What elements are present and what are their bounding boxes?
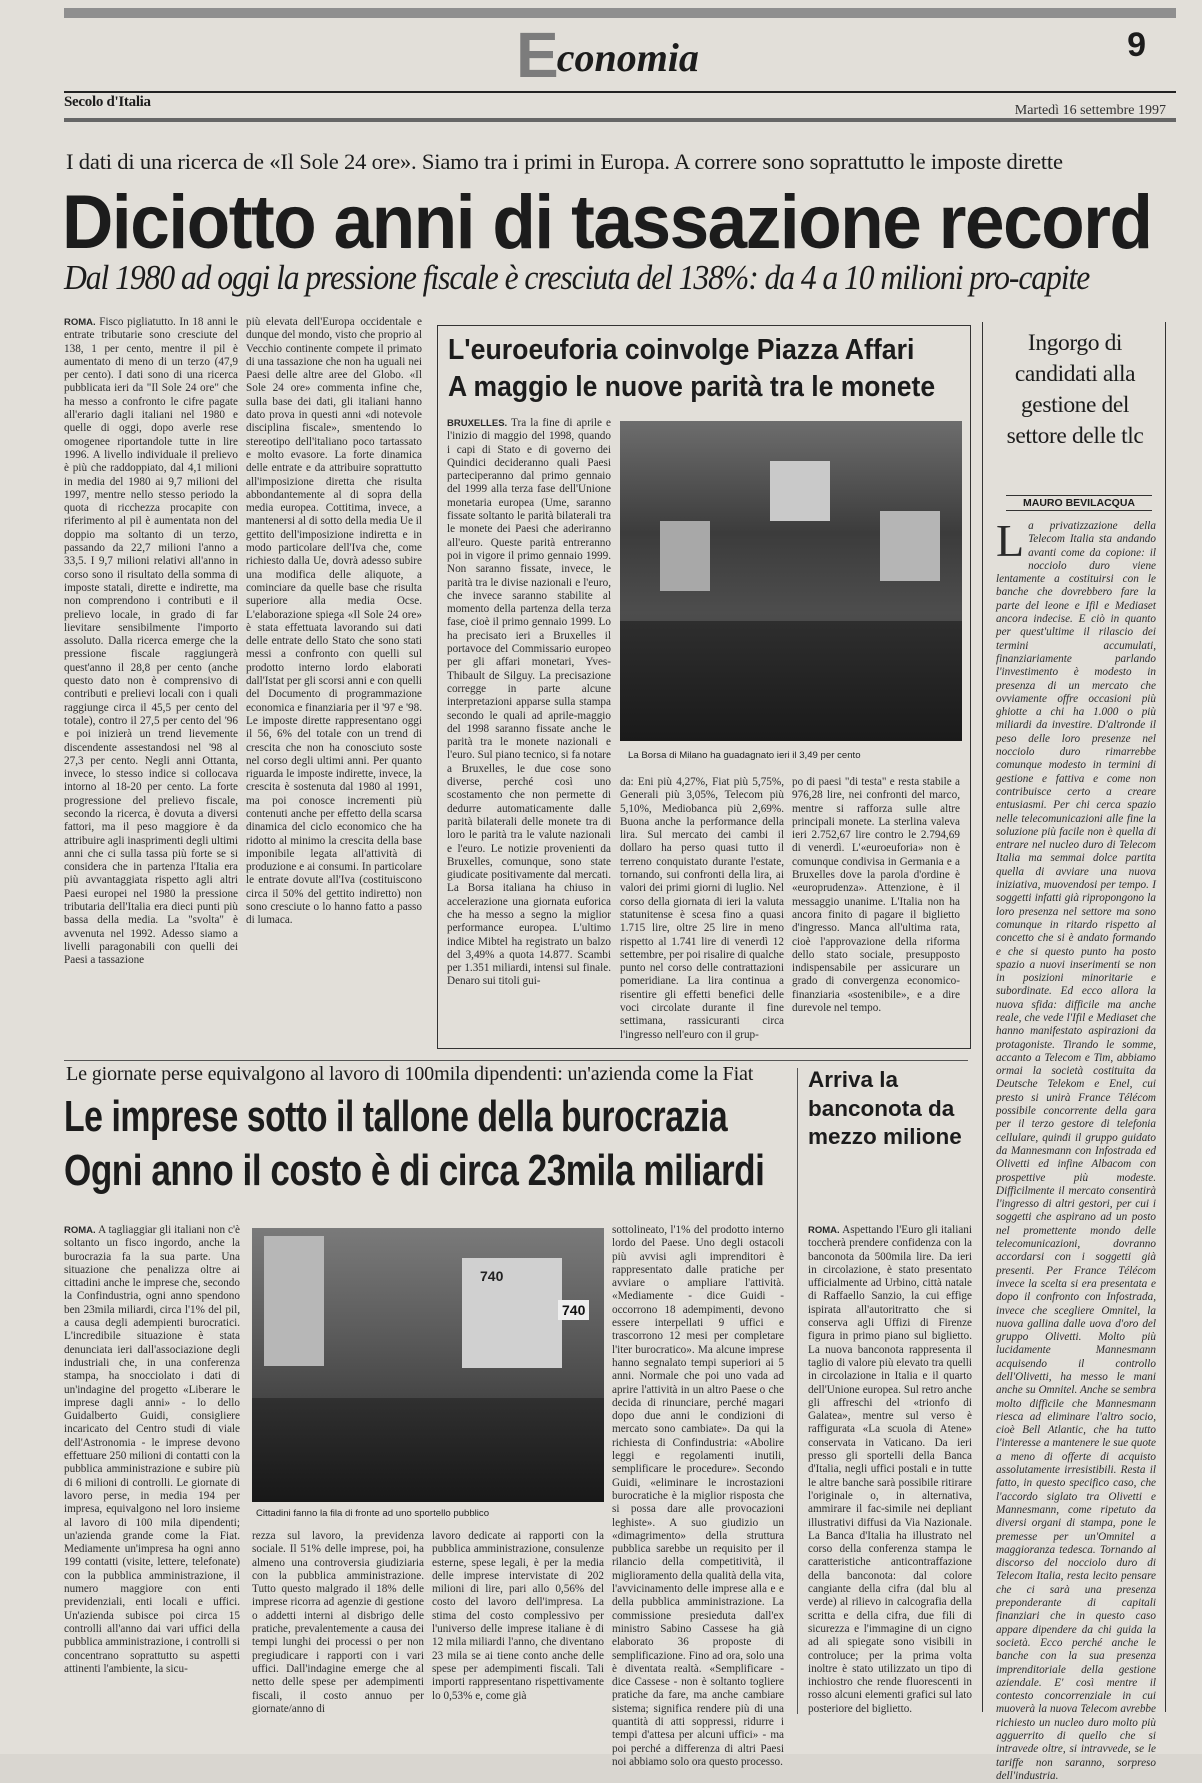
bureau-col-2 <box>252 1530 424 1716</box>
main-kicker: I dati di una ricerca de «Il Sole 24 ore». Siamo tra i primi in Europa. A correre sono soprattutto le imposte dirette <box>66 149 1063 174</box>
main-subhead: Dal 1980 ad oggi la pressione fiscale è cresciuta del 138%: da 4 a 10 milioni pro-capite <box>64 258 1090 297</box>
banknote-dateline: ROMA. <box>808 1225 840 1236</box>
page-number: 9 <box>1127 26 1146 64</box>
main-col1-text: Fisco pigliatutto. In 18 anni le entrate tributarie sono cresciute del 138, 1 per cento, mentre il pil è aumentato di meno di un terzo (47,9 per cento). I dati sono di una ricerca pubblicata ieri da "Il Sole 24 ore" che ha messo a confronto le cifre pagate all'erario dagli italiani nel 1980 e quelle di oggi, dopo averle rese omogenee riportandole tutte in lire 1996. A livello individuale il prelievo è più che raddoppiato, dal 4,1 milioni in media del 1980 ai 9,7 milioni del 1997, mentre nello stesso periodo la quota di ricchezza procapite con riferimento al pil è aumentata non del doppio ma soltanto di un terzo, passando da 22,7 milioni l'anno a 33,5. I 9,7 milioni relativi all'anno in corso sono il risultato della somma di imposte statali, dirette e indirette, ma non comprendono i contributi e il prelievo locale, in grado di far lievitare sensibilmente l'importo assoluto. Dalla ricerca emerge che la pressione fiscale raggiungerà quest'anno il 28,8 per cento (anche questo dato non è comprensivo di contributi e prelievi locali con i quali raggiunge circa il 45,5 per cento del totale), contro il 27,5 per cento del '96 e poi inizierà un trend lievemente discendente assestandosi nel '98 al 27,3 per cento. Negli anni Ottanta, invece, lo stesso indice si collocava intorno al 18-20 per cento. La forte progressione del prelievo fiscale, secondo la ricerca, è dovuta a diversi fattori, ma il peso maggiore è da attribuire agli inasprimenti degli ultimi anni che ci sulla tassa più forte se si considera che in partenza l'Italia era più avvantaggiata rispetto agli altri Paesi europei nel 1980 la pressione tributaria dell'Italia era dieci punti più bassa della media. La "svolta" è avvenuta nel 1992. Adesso siamo a livelli paragonabili con quelli dei Paesi a tassazione <box>64 316 238 967</box>
photo-notice-board <box>264 1236 324 1366</box>
bureau-col1-text: A tagliaggiar gli italiani non c'è soltanto un fisco ingordo, anche la burocrazia fa la sua parte. Una situazione che penalizza oltre ai cittadini anche le imprese che, secondo la Confindustria, ogni anno spendono ben 23mila miliardi, circa l'1% del pil, a causa degli adempienti burocratici. L'incredibile situazione è stata denunciata ieri dall'associazione degli industriali che, in una conferenza stampa, ha snocciolato i dati di un'indagine del progetto «Liberare le imprese dagli anni» - lo dello Guidalberto Guidi, consigliere incaricato del Centro studi di viale dell'Astronomia - le imprese devono effettuare 250 milioni di contatti con la pubblica amministrazione e subire più di 6 milioni di controlli. Le giornate di lavoro perse, in media 194 per impresa, equivalgono nel loro insieme al lavoro di 100 mila dipendenti; un'azienda grande come la Fiat. Mediamente un'impresa ha ogni anno 199 contatti (visite, lettere, telefonate) con la pubblica amministrazione, il numero maggiore con enti previdenziali, enti locali e uffici. Un'azienda subisce poi circa 15 controlli all'anno dai vari uffici della pubblica amministrazione, i controlli si concentrano soprattutto su aspetti attinenti l'ambiente, la sicu- <box>64 1224 240 1675</box>
photo-crowd <box>620 621 962 741</box>
tlc-drop-cap: L <box>996 515 1025 566</box>
euro-col2-text: da: Eni più 4,27%, Fiat più 5,75%, Generali più 3,05%, Telecom più 5,10%, Mediobanca più 2,69%. Buona anche la performance della lira. Sul mercato dei cambi il dollaro ha perso quasi tutto il terreno conquistato durante l'estate, tornando, sui confronti della lira, ai valori dei primi giorni di luglio. Nel corso della giornata di ieri la valuta statunitense è scesa fino a quasi 1.715 lire, oltre 25 lire in meno rispetto al 1.741 lire di venerdì 12 settembre, per poi risalire di qualche punto nel corso delle contrattazioni pomeridiane. La lira continua a risentire gli effetti benefici delle voci circolate durante il fine settimana, rassicuranti circa l'ingresso nell'euro con il grup- <box>620 776 784 1041</box>
bureau-kicker: Le giornate perse equivalgono al lavoro di 100mila dipendenti: un'azienda come la Fiat <box>66 1063 754 1085</box>
banknote-divider <box>797 1068 798 1714</box>
banknote-body-text: Aspettando l'Euro gli italiani toccherà prendere confidenza con la banconota da 500mila lire. Da ieri in circolazione, è stato presentato ufficialmente ad Urbino, città natale di Raffaello Sanzio, la cui effige ispirata all'autoritratto che si conserva agli Uffizi di Firenze figura in primo piano sul biglietto. La nuova banconota rappresenta il taglio di valore più elevato tra quelli in circolazione in Italia e il quarto dell'Unione europea. Sul retro anche gli affreschi del «trionfo di Galatea», mentre sul verso è raffigurata «La scuola di Atene» conservata in Vaticano. Da ieri presso gli sportelli della Banca d'Italia, negli uffici postali e in tutte le altre banche sarà possibile ritirare l'originale o, in alternativa, ammirare il fac-simile nei depliant illustrativi diffusi da Via Nazionale. La Banca d'Italia ha illustrato nel corso della conferenza stampa le caratteristiche anticontraffazione della banconota: dal colore cangiante della cifra (dal blu al verde) al rilievo in calcografia della scritta e della cifra, due fili di sicurezza e l'immagine di un cigno ad ali spiegate sono visibili in controluce; per la prima volta inoltre è stato utilizzato un tipo di inchiostro che rende fluorescenti in rosso alcuni elementi grafici sul lato posteriore del biglietto. <box>808 1224 973 1715</box>
bureau-photo-caption: Cittadini fanno la fila di fronte ad uno sportello pubblico <box>256 1508 490 1519</box>
bureau-col-3 <box>432 1530 604 1716</box>
top-gray-bar <box>64 8 1176 18</box>
photo-screen-3 <box>880 511 940 581</box>
section-title <box>516 19 699 94</box>
header-rule-bottom <box>64 118 1176 122</box>
header-rule-top <box>64 91 1176 93</box>
section-initial: E <box>516 19 559 91</box>
euro-col3-text: po di paesi "di testa" e resta stabile a 976,28 lire, nei confronti del marco, mentre si rafforza sulle altre principali monete. La sterlina valeva ieri 2.752,67 lire contro le 2.794,69 di venerdì. L'«euroeuforia» non è comunque condivisa in Germania e a Bruxelles dove la parola d'ordine è «europrudenza». Attenzione, è il messaggio unanime. L'Italia non ha ancora finito di pagare il biglietto d'ingresso. Manca all'ultima rata, cioè l'approvazione della riforma dello stato sociale, presupposto indispensabile per assicurare un grado di convergenza economico-finanziaria «sostenibile», e a dire durevole nel tempo. <box>792 776 960 1015</box>
stock-exchange-photo <box>620 421 962 741</box>
bureau-col-1 <box>64 1224 240 1714</box>
main-col-1 <box>64 316 238 1036</box>
photo-window-signs <box>462 1258 562 1368</box>
banknote-col <box>808 1224 972 1714</box>
bureau-col4-text: sottolineato, l'1% del prodotto interno lordo del Paese. Uno degli ostacoli più avvisi agli imprenditori è rappresentato dalle pratiche per avviare o ampliare l'attività. «Mediamente - dice Guidi - occorrono 18 adempimenti, devono essere interpellati 9 uffici e trascorrono 12 mesi per completare l'iter burocratico». Ma alcune imprese hanno segnalato tempi superiori ai 5 anni. Normale che poi uno vada ad aprire l'attività in un altro Paese o che decida di rinunciare, perché magari dopo due anni le condizioni di mercato sono cambiate». Da qui la richiesta di Confindustria: «Abolire leggi e regolamenti inutili, semplificare le procedure». Secondo Guidi, «eliminare le incrostazioni burocratiche è la miglior risposta che si possa dare alle provocazioni leghiste». A suo giudizio un «dimagrimento» della struttura pubblica sarebbe un requisito per il rilancio della competitività, il miglioramento della qualità della vita, l'avvicinamento delle imprese alla e e della pubblica amministrazione. La commissione presieduta dall'ex ministro Sabino Cassese ha già elaborato 36 proposte di semplificazione. Fino ad ora, solo una è diventata realtà. «Semplificare - dice Cassese - non è soltanto togliere pratiche da fare, ma anche cambiare sistema; significa rendere più di una quantità di atti soppressi, ridurre i tempi d'attesa per alcuni uffici» - ma poi perché a differenza di altri Paesi noi abbiamo solo ora questo processo. <box>612 1224 784 1768</box>
photo-screen-2 <box>660 521 710 591</box>
bureau-top-rule <box>64 1060 968 1061</box>
photo-sign-1: 740 <box>480 1268 504 1284</box>
tlc-body-text: a privatizzazione della Telecom Italia sta andando avanti come da copione: il nocciolo duro viene lentamente a costituirsi con le banche che dovrebbero fare la parte del leone e Ifil e Mediaset ancora indecise. E ciò in quanto per quest'ultime il rilascio dei termini accumulati, finanziariamente parlando l'investimento è modesto in presenza di un mercato che ovviamente offre occasioni più ghiotte a chi ha 1.000 o più miliardi da investire. D'altronde il peso delle loro presenze nel nocciolo duro rimarrebbe comunque modesto in termini di gestione e fattiva e come non contribuisce certo a creare entusiasmi. Per chi cerca spazio nelle telecomunicazioni alle fine la soluzione più facile non è quella di entrare nel nucleo duro di Telecom Italia ma semmai dolce partita quella di avviare una nuova iniziativa, muovendosi per tempo. I soggetti infatti già ripropongono la loro presenza nel settore ma sono comunque in ritardo rispetto al concetto che si è andato formando e che si questo punto ha posto spazio a nuovi inserimenti se non in posizioni minoritarie e subordinate. Ed ecco allora la nuova sfida: difficile ma anche reale, che vede l'Ifil e Mediaset che hanno manifestato aspirazioni da protagoniste. Tirando le somme, accanto a Telecom e Tim, abbiamo ormai la società costituita da Deutsche Telekom e Enel, cui presto si unirà France Télécom possibile concorrente della gara per il terzo gestore di telefonia cellulare, quindi il gruppo guidato da Mannesmann con Infostrada ed Olivetti ed infine Albacom con prospettive più modeste. Difficilmente il mercato consentirà l'ingresso di altri gestori, per cui i soggetti che aspirano ad un posto nel promettente mondo delle telecomunicazioni, dovranno accordarsi con i soggetti già presenti. Per France Télécom invece la scelta si era presentata e dopo il confronto con Infostrada, invece che scegliere Omnitel, la nuova gallina dalle uova d'oro del gruppo Olivetti. Molto più lucidamente Mannesmann acquisendo il controllo dell'Olivetti, ha messo le mani anche su Omnitel. Anche se sembra molto difficile che Mannesmann riesca ad eliminare l'altro socio, cioè Bell Atlantic, che ha tutto l'interesse a mantenere le sue quote a meno di offerte di acquisto assolutamente irresistibili. Resta il fatto, in questo specifico caso, che l'accordo siglato tra Olivetti e Mannesmann, come ripetuto da diversi organi di stampa, pone le premesse per un'Omnitel a maggioranza tedesca. Tornando al discorso del nocciolo duro di Telecom Italia, resta lecito pensare che ci sarà una presenza preponderante di capitali finanziari che in questo caso appare dipendere da chi guida la società. Ecco perché anche le banche con la sua presenza imprenditoriale della gestione aziendale. E' così mentre il contesto concorrenziale in cui muoverà la nuova Telecom avrebbe richiesto un nucleo duro molto più agguerrito di quello che si intravede oltre, si intravvede, se le tariffe non saranno, sorpreso dell'industria. <box>996 520 1156 1782</box>
tlc-headline: Ingorgo di candidati alla gestione del settore delle tlc <box>1006 330 1144 449</box>
issue-date: Martedì 16 settembre 1997 <box>1014 103 1166 118</box>
newspaper-name: Secolo d'Italia <box>64 94 151 110</box>
bureau-headline-2: Ogni anno il costo è di circa 23mila miliardi <box>64 1146 765 1195</box>
euro-col-2 <box>620 776 784 1041</box>
main-dateline: ROMA. <box>64 317 96 328</box>
photo-screen-1 <box>770 461 830 521</box>
tlc-body <box>996 515 1156 1782</box>
tlc-byline: MAURO BEVILACQUA <box>1006 495 1152 511</box>
main-col2-text: più elevata dell'Europa occidentale e dunque del mondo, visto che proprio al Vecchio continente compete il primato di una tassazione che non ha uguali nei Paesi delle altre aree del Globo. «Il Sole 24 ore» commenta infine che, sulla base dei dati, gli italiani hanno dato prova in questi anni «di notevole disciplina fiscale», smentendo lo stereotipo dell'italiano poco tartassato e molto evasore. La forte dinamica delle entrate e da attribuire soprattutto all'imposizione diretta che risulta abbondantemente al di sopra della media europea. Cottitima, invece, a mantenersi al di sotto della media Ue il gettito dell'imposizione indiretta e in modo particolare dell'Iva che, come richiesto dalla Ue, dovrà adesso subire una modifica delle aliquote, a cominciare da quelle base che risulta superiore alla media Ocse. L'elaborazione spiega «Il Sole 24 ore» è stata effettuata lavorando sui dati delle entrate dello Stato che sono stati messi a confronto con quelli sul prodotto interno lordo elaborati dall'Istat per gli scorsi anni e con quelli del Documento di programmazione economica e finanziaria per il '97 e '98. Le imposte dirette rappresentano oggi il 56, 6% del totale con un trend di crescita che non ha conosciuto soste nel corso degli ultimi anni. Per quanto riguarda le imposte indirette, invece, la crescita è sostenuta dal 1980 al 1991, ma poi conosce incrementi più contenuti anche per effetto della scarsa dinamica del ciclo economico che ha ridotto al minimo la crescita della base imponibile legata all'attività di produzione e ai consumi. In particolare le entrate dovute all'Iva (costituiscono circa il 50% del gettito indiretto) non sono cresciute o lo hanno fatto a passo di lumaca. <box>246 316 422 927</box>
bureau-headline-1: Le imprese sotto il tallone della burocrazia <box>64 1092 728 1141</box>
euro-headline-1: L'euroeuforia coinvolge Piazza Affari <box>448 334 915 366</box>
euro-headline-2: A maggio le nuove parità tra le monete <box>448 371 936 403</box>
euro-col-1 <box>447 417 611 1037</box>
bureau-dateline: ROMA. <box>64 1225 96 1236</box>
euro-col-3 <box>792 776 960 1038</box>
queue-photo <box>252 1228 604 1502</box>
section-rest: conomia <box>556 35 699 80</box>
main-headline: Diciotto anni di tassazione record <box>62 180 1152 265</box>
banknote-headline: Arriva la banconota da mezzo milione <box>808 1067 962 1149</box>
main-col-2 <box>246 316 422 1036</box>
photo-sign-2: 740 <box>558 1300 589 1320</box>
photo-queue-people <box>252 1398 604 1502</box>
euro-dateline: BRUXELLES. <box>447 418 508 429</box>
euro-photo-caption: La Borsa di Milano ha guadagnato ieri il 3,49 per cento <box>628 750 861 761</box>
euro-col1-text: Tra la fine di aprile e l'inizio di maggio del 1998, quando i capi di Stato e di governo dei Quindici decideranno quali Paesi parteciperanno dal primo gennaio del 1999 alla terza fase dell'Unione monetaria europea (Ume, saranno fissate soltanto le parità bilaterali tra le monete dei Paesi che aderiranno all'euro. Queste parità entreranno poi in vigore il primo gennaio 1999. Non saranno fissate, invece, le parità tra le divise nazionali e l'euro, che invece saranno stabilite al momento della partenza della terza fase, cioè il primo gennaio 1999. Lo ha precisato ieri a Bruxelles il portavoce del Commissario europeo per gli affari monetari, Yves-Thibault de Silguy. La precisazione corregge in parte alcune interpretazioni apparse sulla stampa secondo le quali ad aprile-maggio del 1998 saranno fissate anche le parità tra le monete nazionali e l'euro. Sul piano tecnico, si fa notare a Bruxelles, le due cose sono diverse, perché così uno scostamento che non permette di dedurre automaticamente dalle parità bilaterali delle monete tra di loro le parità tra le valute nazionali e l'euro. Le notizie provenienti da Bruxelles, comunque, sono state giudicate positivamente dal mercati. La Borsa italiana ha chiuso in accelerazione una giornata euforica che ha messo a segno la miglior performance europea. L'ultimo indice Mibtel ha registrato un balzo del 3,49% a quota 14.877. Scambi per 1.351 miliardi, intensi sul finale. Denaro sui titoli gui- <box>447 417 611 988</box>
bureau-col3-text: lavoro dedicate ai rapporti con la pubblica amministrazione, consulenze esterne, spese legali, è per la media delle imprese intervistate di 202 milioni di lire, pari allo 0,56% del costo del lavoro dell'impresa. La stima del costo complessivo per l'universo delle imprese italiane è di 12 mila miliardi l'anno, che diventano 23 mila se ai tiene conto anche delle spese per adempimenti fiscali. Tali importi rappresentano rispettivamente lo 0,53% e, come già <box>432 1530 604 1702</box>
bureau-col2-text: rezza sul lavoro, la previdenza sociale. Il 51% delle imprese, poi, ha almeno una controversia giudiziaria con la pubblica amministrazione. Tutto questo malgrado il 18% delle imprese ricorra ad agenzie di gestione o addetti interni al disbrigo delle pratiche, prevalentemente a causa dei tempi lunghi dei processi o per non pregiudicare i rapporti con i vari uffici. Dall'indagine emerge che al netto delle spese per adempimenti fiscali, il costo annuo per giornate/anno di <box>252 1530 424 1715</box>
bureau-col-4 <box>612 1224 784 1768</box>
